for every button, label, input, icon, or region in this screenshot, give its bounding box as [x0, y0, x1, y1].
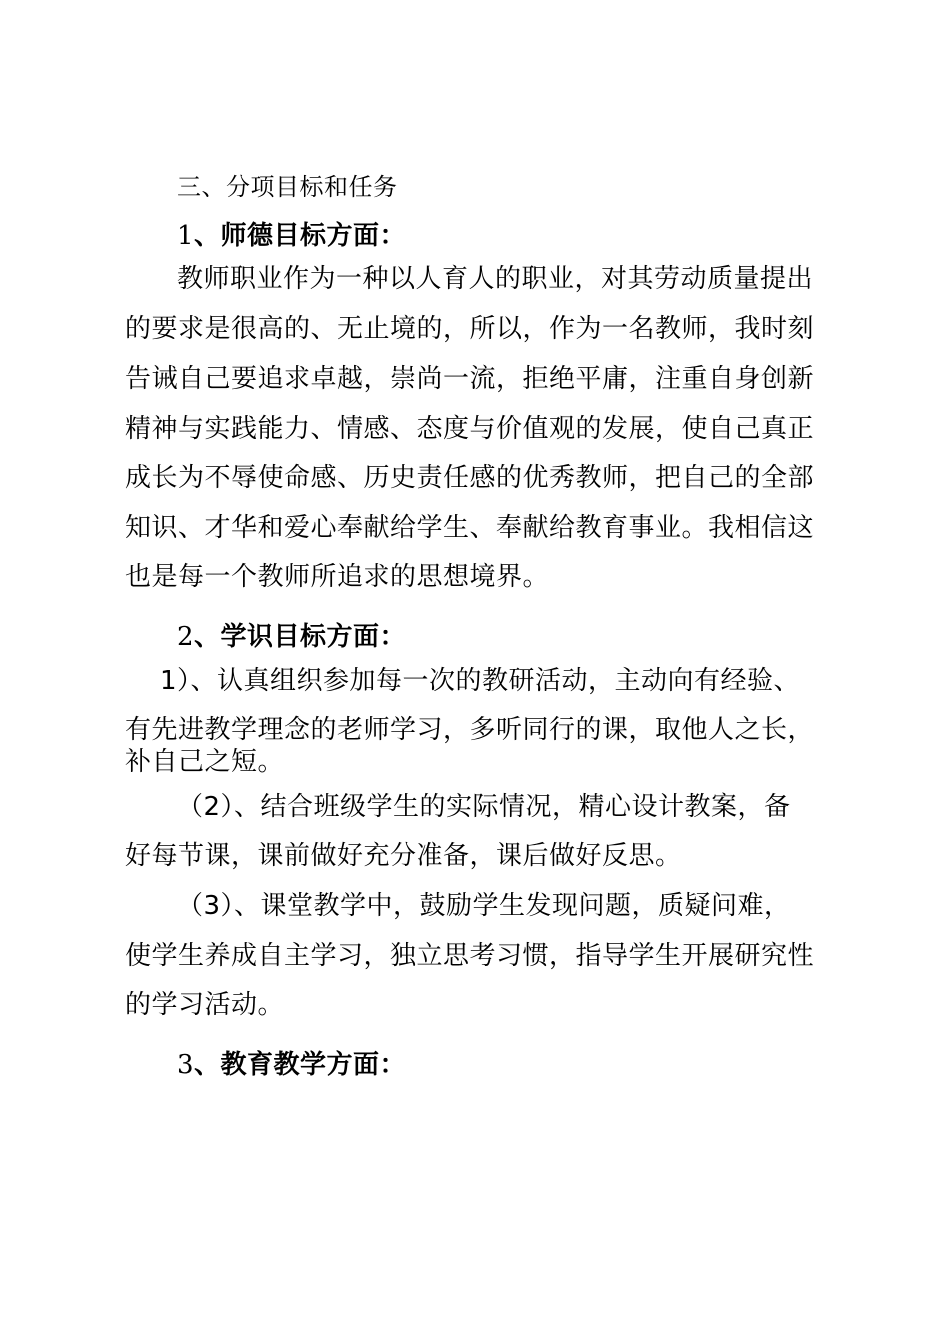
- item2-heading: [177, 620, 902, 654]
- item3-heading: [177, 1048, 902, 1082]
- item1-paragraph-line: 教师职业作为一种以人育人的职业，对其劳动质量提出: [177, 264, 814, 294]
- section-heading: 三、分项目标和任务: [177, 173, 398, 201]
- item1-paragraph-line: 成长为不辱使命感、历史责任感的优秀教师，把自己的全部: [125, 463, 815, 493]
- item3-number: 3: [177, 1050, 195, 1080]
- item2-title: 、学识目标方面：: [194, 622, 407, 652]
- item1-paragraph-line: 告诫自己要追求卓越，崇尚一流，拒绝平庸，注重自身创新: [125, 364, 815, 394]
- item2-sub2-line: 好每节课，课前做好充分准备，课后做好反思。: [125, 841, 682, 871]
- item2-sub3-line: （3）、课堂教学中，鼓励学生发现问题，质疑问难，: [177, 891, 791, 921]
- item1-paragraph-line: 的要求是很高的、无止境的，所以，作为一名教师，我时刻: [125, 314, 815, 344]
- item2-number: 2: [177, 622, 195, 652]
- item1-number: 1: [177, 221, 195, 251]
- item1-paragraph-line: 也是每一个教师所追求的思想境界。: [125, 562, 550, 592]
- item1-title: 、师德目标方面：: [194, 221, 407, 251]
- item2-sub3-line: 的学习活动。: [125, 990, 285, 1020]
- item2-sub1-line: 有先进教学理念的老师学习，多听同行的课，取他人之长，: [125, 715, 815, 745]
- item1-paragraph-line: 知识、才华和爱心奉献给学生、奉献给教育事业。我相信这: [125, 513, 815, 543]
- item2-sub1-line: 补自己之短。: [125, 747, 285, 777]
- item1-paragraph-line: 精神与实践能力、情感、态度与价值观的发展，使自己真正: [125, 414, 815, 444]
- item2-sub3-line: 使学生养成自主学习，独立思考习惯，指导学生开展研究性: [125, 941, 815, 971]
- item2-sub1-line: 1）、认真组织参加每一次的教研活动，主动向有经验、: [160, 666, 801, 696]
- item1-heading: [177, 219, 902, 253]
- item3-title: 、教育教学方面：: [194, 1050, 407, 1080]
- item2-sub2-line: （2）、结合班级学生的实际情况，精心设计教案，备: [177, 792, 791, 822]
